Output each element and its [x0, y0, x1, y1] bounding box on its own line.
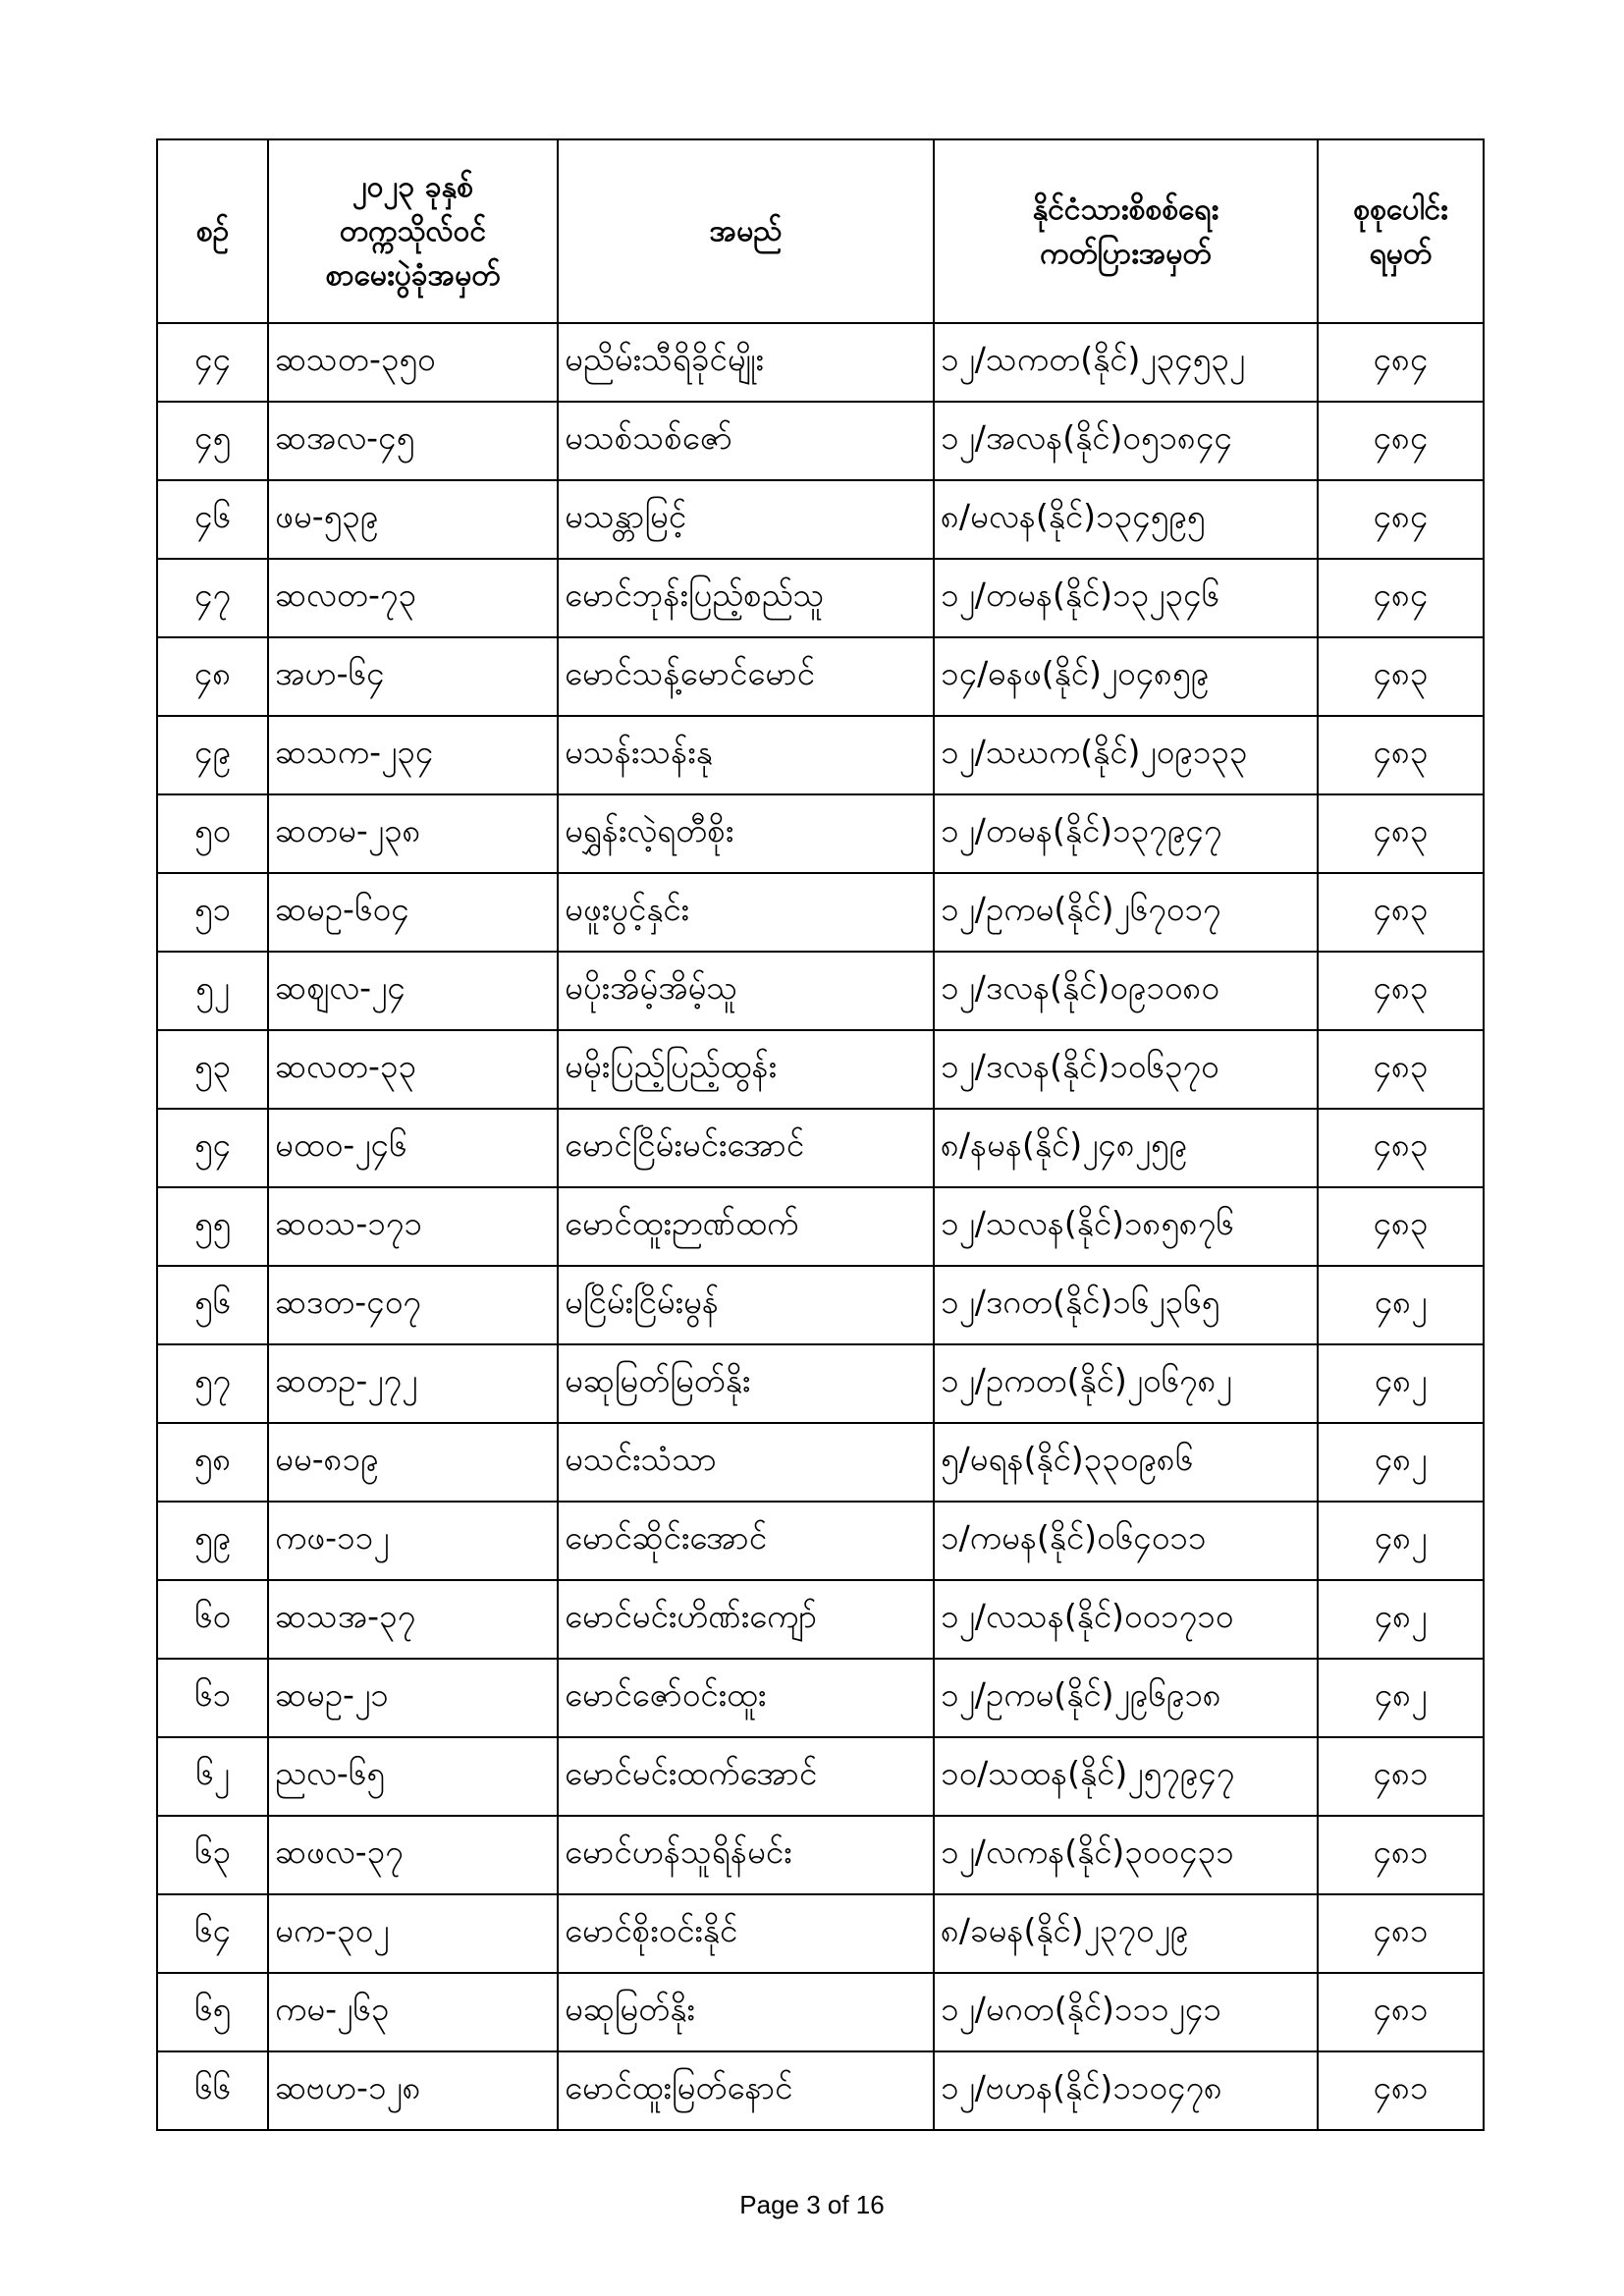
header-total-line-1: စုစုပေါင်း [1353, 191, 1448, 227]
cell-nrc: ၁၄/ဓနဖ(နိုင်)၂၀၄၈၅၉ [934, 637, 1318, 716]
header-roll-line-3: စာမေးပွဲခုံအမှတ် [325, 258, 501, 293]
cell-name: မောင်သန့်မောင်မောင် [558, 637, 934, 716]
table-row [157, 1580, 1484, 1659]
cell-name: မညိမ်းသီရိခိုင်မျိုး [558, 323, 934, 402]
cell-nrc: ၈/နမန(နိုင်)၂၄၈၂၅၉ [934, 1109, 1318, 1187]
cell-roll-number: ကဖ-၁၁၂ [268, 1502, 558, 1580]
header-roll-line-1: ၂၀၂၃ ခုနှစ် [352, 170, 473, 204]
cell-roll-number: ဆလတ-၇၃ [268, 559, 558, 637]
cell-nrc: ၅/မရန(နိုင်)၃၃၀၉၈၆ [934, 1423, 1318, 1502]
cell-roll-number: ဖမ-၅၃၉ [268, 480, 558, 559]
table-row [157, 1737, 1484, 1816]
table-row [157, 1030, 1484, 1109]
cell-roll-number: ဆသက-၂၃၄ [268, 716, 558, 794]
cell-name: မောင်စိုးဝင်းနိုင် [558, 1894, 934, 1973]
cell-nrc: ၁၂/တမန(နိုင်)၁၃၇၉၄၇ [934, 794, 1318, 873]
cell-serial-no: ၆၀ [157, 1580, 268, 1659]
cell-nrc: ၁၂/မဂတ(နိုင်)၁၁၁၂၄၁ [934, 1973, 1318, 2051]
header-nrc-line-2: ကတ်ပြားအမှတ် [1040, 236, 1212, 271]
header-nrc-line-1: နိုင်ငံသားစိစစ်ရေး [1032, 191, 1219, 227]
cell-roll-number: ဆသတ-၃၅၀ [268, 323, 558, 402]
cell-name: မောင်ထူးဉာဏ်ထက် [558, 1187, 934, 1266]
cell-serial-no: ၆၁ [157, 1659, 268, 1737]
cell-total-marks: ၄၈၁ [1318, 1816, 1484, 1894]
cell-total-marks: ၄၈၁ [1318, 1973, 1484, 2051]
cell-total-marks: ၄၈၃ [1318, 873, 1484, 952]
header-total-line-2: ရမှတ် [1369, 236, 1433, 271]
cell-name: မဖူးပွင့်နှင်း [558, 873, 934, 952]
cell-nrc: ၁၂/ဥကမ(နိုင်)၂၆၇၀၁၇ [934, 873, 1318, 952]
header-roll-line-2: တက္ကသိုလ်ဝင် [339, 214, 487, 248]
cell-serial-no: ၄၆ [157, 480, 268, 559]
cell-total-marks: ၄၈၂ [1318, 1266, 1484, 1344]
cell-name: မရွှန်းလဲ့ရတီစိုး [558, 794, 934, 873]
cell-nrc: ၁၂/ဒဂတ(နိုင်)၁၆၂၃၆၅ [934, 1266, 1318, 1344]
cell-total-marks: ၄၈၃ [1318, 637, 1484, 716]
cell-roll-number: ဆဗဟ-၁၂၈ [268, 2051, 558, 2130]
table-row [157, 1816, 1484, 1894]
cell-total-marks: ၄၈၁ [1318, 2051, 1484, 2130]
cell-serial-no: ၄၇ [157, 559, 268, 637]
cell-roll-number: ဆလတ-၃၃ [268, 1030, 558, 1109]
table-row [157, 323, 1484, 402]
header-serial-no-label: စဉ် [195, 214, 230, 248]
cell-total-marks: ၄၈၃ [1318, 1187, 1484, 1266]
cell-nrc: ၁/ကမန(နိုင်)၀၆၄၀၁၁ [934, 1502, 1318, 1580]
cell-name: မမိုးပြည့်ပြည့်ထွန်း [558, 1030, 934, 1109]
cell-total-marks: ၄၈၂ [1318, 1344, 1484, 1423]
cell-roll-number: ကမ-၂၆၃ [268, 1973, 558, 2051]
cell-total-marks: ၄၈၁ [1318, 1894, 1484, 1973]
cell-total-marks: ၄၈၂ [1318, 1423, 1484, 1502]
table-row [157, 480, 1484, 559]
header-roll-number [268, 139, 558, 323]
table-row [157, 2051, 1484, 2130]
cell-total-marks: ၄၈၃ [1318, 794, 1484, 873]
cell-roll-number: ဆဝသ-၁၇၁ [268, 1187, 558, 1266]
cell-serial-no: ၄၉ [157, 716, 268, 794]
table-row [157, 873, 1484, 952]
cell-serial-no: ၅၈ [157, 1423, 268, 1502]
cell-nrc: ၁၂/ဥကတ(နိုင်)၂၀၆၇၈၂ [934, 1344, 1318, 1423]
cell-roll-number: ညလ-၆၅ [268, 1737, 558, 1816]
cell-serial-no: ၄၅ [157, 402, 268, 480]
cell-total-marks: ၄၈၂ [1318, 1659, 1484, 1737]
cell-nrc: ၁၂/သဃက(နိုင်)၂၀၉၁၃၃ [934, 716, 1318, 794]
table-row [157, 716, 1484, 794]
cell-serial-no: ၆၃ [157, 1816, 268, 1894]
cell-serial-no: ၆၆ [157, 2051, 268, 2130]
cell-serial-no: ၅၅ [157, 1187, 268, 1266]
cell-name: မောင်ထူးမြတ်နောင် [558, 2051, 934, 2130]
cell-roll-number: ဆမဥ-၆၀၄ [268, 873, 558, 952]
cell-name: မဆုမြတ်နိုး [558, 1973, 934, 2051]
cell-roll-number: ဆဈလ-၂၄ [268, 952, 558, 1030]
cell-nrc: ၁၂/ဗဟန(နိုင်)၁၁၀၄၇၈ [934, 2051, 1318, 2130]
cell-roll-number: ဆတဥ-၂၇၂ [268, 1344, 558, 1423]
cell-serial-no: ၆၂ [157, 1737, 268, 1816]
cell-serial-no: ၅၇ [157, 1344, 268, 1423]
cell-serial-no: ၅၃ [157, 1030, 268, 1109]
cell-total-marks: ၄၈၄ [1318, 480, 1484, 559]
table-row [157, 1423, 1484, 1502]
cell-serial-no: ၅၄ [157, 1109, 268, 1187]
table-row [157, 952, 1484, 1030]
cell-name: မပိုးအိမ့်အိမ့်သူ [558, 952, 934, 1030]
cell-roll-number: ဆအလ-၄၅ [268, 402, 558, 480]
cell-roll-number: ဆတမ-၂၃၈ [268, 794, 558, 873]
header-serial-no [157, 139, 268, 323]
cell-total-marks: ၄၈၁ [1318, 1737, 1484, 1816]
page-number: Page 3 of 16 [739, 2190, 885, 2219]
table-row [157, 1187, 1484, 1266]
cell-total-marks: ၄၈၂ [1318, 1502, 1484, 1580]
table-row [157, 1344, 1484, 1423]
cell-name: မဆုမြတ်မြတ်နိုး [558, 1344, 934, 1423]
cell-nrc: ၁၂/သလန(နိုင်)၁၈၅၈၇၆ [934, 1187, 1318, 1266]
cell-total-marks: ၄၈၃ [1318, 716, 1484, 794]
cell-serial-no: ၄၈ [157, 637, 268, 716]
cell-name: မောင်ဘုန်းပြည့်စည်သူ [558, 559, 934, 637]
cell-roll-number: မထဝ-၂၄၆ [268, 1109, 558, 1187]
cell-total-marks: ၄၈၃ [1318, 1109, 1484, 1187]
header-nrc [934, 139, 1318, 323]
cell-total-marks: ၄၈၂ [1318, 1580, 1484, 1659]
cell-name: မောင်မင်းထက်အောင် [558, 1737, 934, 1816]
table-header-row [157, 139, 1484, 323]
table-row [157, 1659, 1484, 1737]
table-row [157, 402, 1484, 480]
cell-total-marks: ၄၈၄ [1318, 559, 1484, 637]
cell-nrc: ၁၂/ဥကမ(နိုင်)၂၉၆၉၁၈ [934, 1659, 1318, 1737]
table-row [157, 1502, 1484, 1580]
cell-nrc: ၁၂/အလန(နိုင်)၀၅၁၈၄၄ [934, 402, 1318, 480]
cell-serial-no: ၆၅ [157, 1973, 268, 2051]
cell-serial-no: ၅၁ [157, 873, 268, 952]
header-name-label: အမည် [709, 214, 783, 248]
cell-nrc: ၁၂/သကတ(နိုင်)၂၃၄၅၃၂ [934, 323, 1318, 402]
cell-roll-number: ဆသအ-၃၇ [268, 1580, 558, 1659]
cell-name: မငြိမ်းငြိမ်းမွန် [558, 1266, 934, 1344]
cell-roll-number: အဟ-၆၄ [268, 637, 558, 716]
results-table [156, 138, 1485, 2131]
cell-name: မောင်ငြိမ်းမင်းအောင် [558, 1109, 934, 1187]
cell-nrc: ၈/ခမန(နိုင်)၂၃၇၀၂၉ [934, 1894, 1318, 1973]
header-total-marks [1318, 139, 1484, 323]
cell-serial-no: ၅၂ [157, 952, 268, 1030]
cell-roll-number: ဆမဥ-၂၁ [268, 1659, 558, 1737]
cell-roll-number: မက-၃၀၂ [268, 1894, 558, 1973]
cell-nrc: ၁၂/ဒလန(နိုင်)၀၉၁၀၈၀ [934, 952, 1318, 1030]
table-row [157, 637, 1484, 716]
cell-name: မောင်ဟန်သူရိန်မင်း [558, 1816, 934, 1894]
cell-name: မသန်းသန်းနု [558, 716, 934, 794]
table-row [157, 1894, 1484, 1973]
cell-nrc: ၈/မလန(နိုင်)၁၃၄၅၉၅ [934, 480, 1318, 559]
cell-serial-no: ၄၄ [157, 323, 268, 402]
table-row [157, 1109, 1484, 1187]
cell-serial-no: ၅၆ [157, 1266, 268, 1344]
cell-nrc: ၁၂/ဒလန(နိုင်)၁၀၆၃၇၀ [934, 1030, 1318, 1109]
table-row [157, 1973, 1484, 2051]
cell-roll-number: မမ-၈၁၉ [268, 1423, 558, 1502]
cell-total-marks: ၄၈၃ [1318, 1030, 1484, 1109]
cell-name: မောင်မင်းဟိဏ်းကျော် [558, 1580, 934, 1659]
cell-name: မသစ်သစ်ဇော် [558, 402, 934, 480]
cell-total-marks: ၄၈၄ [1318, 323, 1484, 402]
cell-serial-no: ၆၄ [157, 1894, 268, 1973]
cell-total-marks: ၄၈၃ [1318, 952, 1484, 1030]
header-name [558, 139, 934, 323]
cell-serial-no: ၅၀ [157, 794, 268, 873]
cell-name: မောင်ဇော်ဝင်းထူး [558, 1659, 934, 1737]
cell-serial-no: ၅၉ [157, 1502, 268, 1580]
table-row [157, 794, 1484, 873]
cell-nrc: ၁၂/တမန(နိုင်)၁၃၂၃၄၆ [934, 559, 1318, 637]
cell-name: မသန္တာမြင့် [558, 480, 934, 559]
table-body [157, 323, 1484, 2130]
table-row [157, 1266, 1484, 1344]
cell-total-marks: ၄၈၄ [1318, 402, 1484, 480]
cell-name: မသင်းသံသာ [558, 1423, 934, 1502]
table-row [157, 559, 1484, 637]
cell-nrc: ၁၂/လကန(နိုင်)၃၀၀၄၃၁ [934, 1816, 1318, 1894]
cell-nrc: ၁၂/လသန(နိုင်)၀၀၁၇၁၀ [934, 1580, 1318, 1659]
cell-nrc: ၁၀/သထန(နိုင်)၂၅၇၉၄၇ [934, 1737, 1318, 1816]
cell-name: မောင်ဆိုင်းအောင် [558, 1502, 934, 1580]
cell-roll-number: ဆဒတ-၄၀၇ [268, 1266, 558, 1344]
cell-roll-number: ဆဖလ-၃၇ [268, 1816, 558, 1894]
